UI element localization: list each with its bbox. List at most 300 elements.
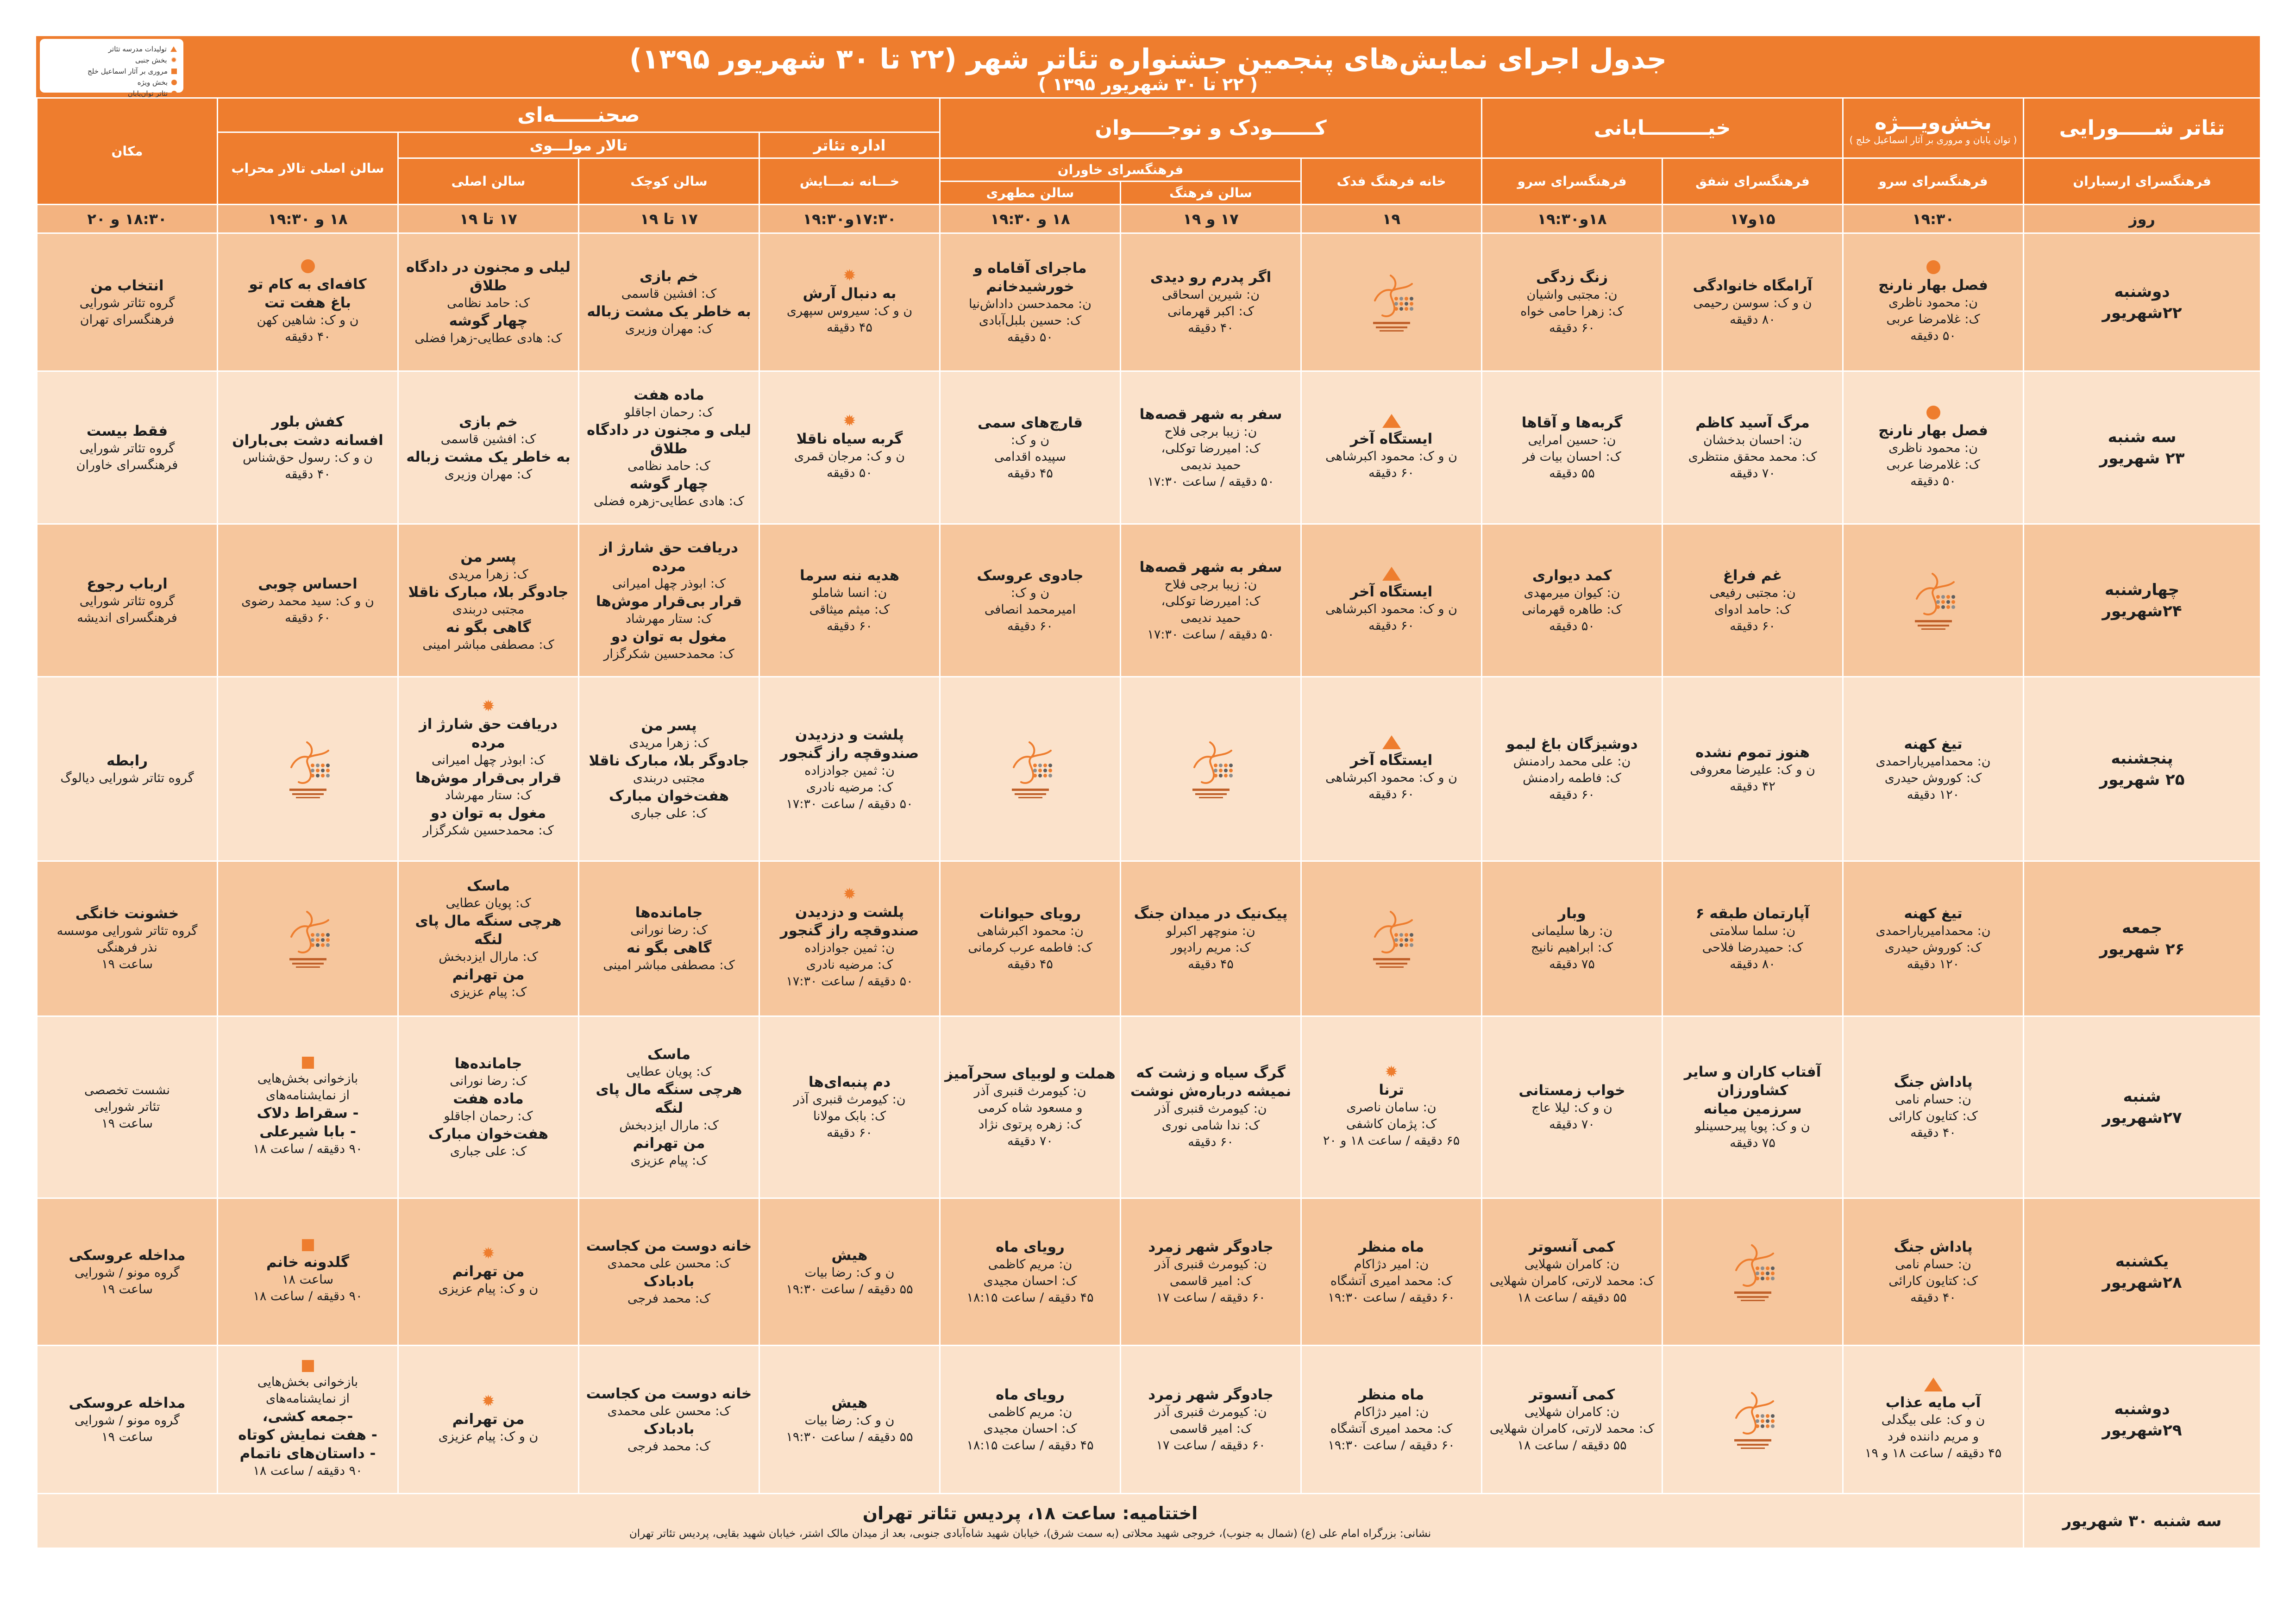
show-title: خانه دوست من کجاست [586,1385,752,1402]
show-detail: ۴۵ دقیقه / ساعت ۱۸:۱۵ [966,1438,1094,1453]
show-title: - هفت نمایش کوتاه [238,1426,377,1443]
show-detail: ک: زهرا مریدی [448,567,528,582]
show-detail: ن: کیومرث قنبری آذر [974,1084,1086,1098]
show-title: هرچی سنگه مال پای لنگه [596,1081,742,1116]
show-detail: ساعت ۱۸ [282,1272,334,1287]
show-title: تیغ کهنه [1904,905,1963,922]
show-detail: ۶۰ دقیقه [1730,619,1775,633]
show-detail: ن و ک: پیام عزیزی [438,1429,539,1444]
day-label: سه شنبه [2108,427,2177,446]
performance-cell [37,233,218,371]
show-detail: ۶۰ دقیقه [1188,1135,1234,1149]
show-title: بادبادک [643,1420,695,1437]
performance-cell [1121,677,1301,861]
table-row [37,524,2261,677]
show-detail: ۶۰ دقیقه / ساعت ۱۷ [1156,1290,1266,1305]
show-detail: ن: محمود ناظری [1888,295,1978,310]
show-detail: گروه تئاتر شورایی [79,441,175,456]
section-header-row [37,98,2261,132]
show-detail: ن: کیوان میرمهدی [1524,585,1620,600]
footer-row [37,1494,2261,1548]
show-detail: ۷۰ دقیقه [1549,1117,1595,1132]
show-detail: ۵۰ دقیقه [1910,328,1956,343]
show-detail: ۶۰ دقیقه [285,610,331,625]
show-detail: ن: محمدامیریاراحمدی [1876,754,1991,769]
legend-label: تئاتر توان‌یابان [127,89,168,98]
show-detail: ک: مارال ایزدبخش [619,1118,719,1133]
square-icon [171,69,177,74]
show-title: کمی آنسوتر [1529,1238,1615,1255]
show-detail: ۶۰ دقیقه / ساعت ۱۹:۳۰ [1328,1438,1455,1453]
show-title: رابطه [106,752,148,769]
show-title: به دنبال آرش [803,285,897,302]
schedule-poster [36,36,2260,1585]
performance-cell [1301,861,1482,1016]
day-label: دوشنبه [2114,282,2170,301]
star-icon: ✹ [482,1244,495,1263]
show-detail: ک: فاطمه رادمنش [1523,771,1621,785]
show-title: جامانده‌ها [635,904,703,921]
show-detail: ساعت ۱۹ [101,957,153,971]
performance-cell [398,861,579,1016]
show-detail: حمید ندیمی [1180,457,1241,472]
venue-sarv-special: فرهنگسرای سرو [1843,158,2024,205]
show-detail: ک: ابوذر چهل امیرانی [431,752,546,767]
table-row [37,233,2261,371]
show-detail: فرهنگسرای تهران [80,312,175,327]
time-cell: ۱۷:۳۰و۱۹:۳۰ [759,205,940,233]
section-special-note: ( توان یابان و مروری بر آثار اسماعیل خلج ) [1849,134,2017,145]
show-detail: ک: رحمان اجاقلو [624,405,714,420]
show-title: کمی آنسوتر [1529,1386,1615,1403]
show-title: من تهرانم [452,1263,525,1280]
show-detail: ن و ک: سوسن رحیمی [1693,295,1812,310]
show-detail: بازخوانی بخش‌هایی [257,1072,358,1086]
show-detail: ک: کتایون کارائی [1888,1109,1978,1123]
performance-cell [1662,371,1843,524]
show-title: سرزمین میانه [1703,1101,1802,1117]
show-detail: فرهنگسرای خاوران [76,457,178,472]
performance-cell [1482,1198,1662,1346]
show-detail: ک: میثم میثاقی [809,602,890,617]
show-title: وبار [1558,905,1586,922]
performance-cell [940,1016,1121,1198]
show-title: ایستگاه آخر [1350,583,1433,600]
show-title: سفر به شهر قصه‌ها [1139,406,1282,423]
star-icon: ✹ [843,266,856,285]
show-detail: گروه تئاتر شورایی [79,295,175,310]
performance-cell [1843,371,2024,524]
show-detail: ن: محمدامیریاراحمدی [1876,924,1991,938]
performance-cell [759,861,940,1016]
show-title: صندوقچه راز گنجور [780,745,919,762]
performance-cell [759,1198,940,1346]
show-detail: ن: ثمین جوادزاده [804,763,895,778]
show-title: کفش بلور [271,413,344,430]
show-detail: ۴۵ دقیقه / ساعت ۱۸ و ۱۹ [1864,1446,2002,1460]
show-title: هفت‌خوان مبارک [609,787,729,804]
performance-cell [1843,524,2024,677]
performance-cell [579,524,759,677]
triangle-icon [1382,567,1401,581]
show-title: پلشت و دزدیدن [795,726,904,743]
performance-cell [1843,677,2024,861]
day-cell [2024,1198,2261,1346]
show-title: هنوز تموم نشده [1695,744,1810,761]
performance-cell [398,1016,579,1198]
show-title: لیلی و مجنون در دادگاه طلاق [406,258,571,294]
show-title: - بابا شیرعلی [259,1123,356,1140]
show-detail: ۵۰ دقیقه / ساعت ۱۷:۳۰ [786,974,913,989]
day-label: ۲۳ شهریور [2099,449,2185,468]
show-title: پیک‌نیک در میدان جنگ [1134,905,1288,922]
show-detail: ک: محمد فرجی [627,1439,711,1454]
performance-cell [1121,1198,1301,1346]
show-detail: ن و ک: سید محمد رضوی [241,594,374,608]
legend-label: تولیدات مدرسه تئاتر [108,45,167,53]
show-detail: ک: ندا شامی نوری [1161,1118,1260,1133]
show-title: قرار بی‌قرار موش‌ها [596,593,742,610]
show-detail: ۵۵ دقیقه / ساعت ۱۸ [1517,1438,1627,1453]
performance-cell [1121,1346,1301,1494]
performance-cell [1662,861,1843,1016]
show-title: پلشت و دزدیدن [795,904,904,921]
performance-cell [940,1346,1121,1494]
show-detail: امیرمحمد انصافی [984,602,1076,617]
show-title: بادبادک [643,1272,695,1290]
show-detail: ن و ک: رسول حق‌شناس [243,450,373,465]
show-detail: ۶۰ دقیقه [1549,787,1595,802]
show-detail: گروه مونو / شورایی [75,1413,180,1428]
venue-main: سالن اصلی [398,158,579,205]
show-detail: ۶۰ دقیقه [827,1126,872,1140]
show-detail: ساعت ۱۹ [101,1429,153,1444]
show-detail: ۴۲ دقیقه [1730,779,1775,794]
show-detail: ن: کامران شهلایی [1524,1257,1620,1272]
show-detail: فرهنگسرای اندیشه [77,610,177,625]
performance-cell [759,371,940,524]
show-detail: ک: پژمان کاشفی [1346,1117,1437,1131]
show-title: احساس چوبی [258,575,358,592]
label-day: روز [2024,205,2261,233]
time-cell: ۱۹ [1301,205,1482,233]
show-title: رویای حیوانات [979,905,1081,922]
star-icon: ✹ [843,411,856,430]
show-detail: ک: محمد لارتی، کامران شهلایی [1489,1273,1655,1288]
show-detail: ن: مجتبی واشیان [1526,287,1618,302]
show-title: جادوگر بلا، مبارک ناقلا [408,583,569,601]
show-detail: ک: مرضیه نادری [806,958,893,972]
day-label: ۲۷شهریور [2102,1109,2182,1127]
show-detail: ک: اکبر قهرمانی [1167,304,1254,319]
show-detail: ۷۰ دقیقه [1730,466,1775,481]
show-title: هرچی سنگه مال پای لنگه [415,913,562,948]
show-detail: ک: مریم رادپور [1171,940,1251,955]
performance-cell [1121,524,1301,677]
show-title: دریافت حق شارژ از مرده [599,539,739,575]
show-detail: ۵۰ دقیقه [827,465,872,480]
show-detail: ن: سامان ناصری [1346,1100,1437,1115]
show-detail: ن: مجتبی رفیعی [1709,585,1796,600]
show-detail: ن و ک: شاهین کهن [257,313,359,327]
show-detail: ک: مرضیه نادری [806,780,893,795]
show-title: ایستگاه آخر [1350,430,1433,447]
show-detail: ن: رها سلیمانی [1531,924,1613,938]
show-detail: ک: کوروش حیدری [1884,940,1982,955]
show-detail: ۶۰ دقیقه [1368,465,1414,480]
show-detail: ۴۵ دقیقه [1007,466,1053,481]
show-title: ماه منظر [1358,1386,1424,1403]
day-label: ۲۲شهریور [2102,303,2182,322]
show-detail: ۶۰ دقیقه [1368,618,1414,633]
subsection-edare: اداره تئاتر [759,132,940,158]
show-detail: ک: حمیدرضا فلاحی [1702,940,1803,955]
performance-cell [218,1346,398,1494]
performance-cell [398,677,579,861]
show-title: خانه دوست من کجاست [586,1237,752,1254]
show-detail: ۸۰ دقیقه [1730,957,1775,971]
performance-cell [218,677,398,861]
show-title: ماسک [647,1046,691,1063]
show-detail: ن و ک: پیام عزیزی [438,1281,539,1296]
performance-cell [1121,371,1301,524]
show-detail: ۴۰ دقیقه [285,329,331,344]
show-detail: ن و ک: رضا بیات [804,1265,895,1280]
show-detail: حمید ندیمی [1180,610,1241,625]
show-title: ماجرای آقاماه و خورشیدخانم [973,259,1087,295]
show-detail: ک: احسان مجیدی [983,1273,1077,1288]
performance-cell [218,1198,398,1346]
performance-cell [37,1346,218,1494]
show-detail: ساعت ۱۹ [101,1116,153,1131]
show-title: قارچ‌های سمی [977,414,1083,431]
show-detail: ن و ک: لیلا عاج [1531,1101,1612,1115]
footer-info [37,1494,2024,1548]
show-detail: ن و ک: مرجان قمری [794,449,905,464]
show-detail: ک: ستار مهرشاد [625,611,713,626]
performance-cell [1121,1016,1301,1198]
show-title: به خاطر یک مشت زباله [406,448,571,465]
time-cell: ۱۸ و ۱۹:۳۰ [218,205,398,233]
performance-cell [579,1016,759,1198]
show-title: آپارتمان طبقه ۶ [1695,905,1810,922]
show-title: دوشیزگان باغ لیمو [1506,735,1638,752]
show-title: -جمعه کشی، [262,1408,353,1425]
show-detail: ک: حامد ادوای [1714,602,1791,617]
time-cell: ۱۹:۳۰ [1843,205,2024,233]
show-title: ترنا [1379,1082,1404,1098]
show-detail: نشست تخصصی [84,1083,170,1097]
show-detail: ک: مصطفی مباشر امینی [422,637,554,652]
festival-logo-icon [1183,737,1239,802]
show-detail: ک: ابوذر چهل امیرانی [612,576,726,591]
performance-cell [37,677,218,861]
show-detail: ن: محمود ناظری [1888,440,1978,455]
square-icon [302,1057,314,1069]
festival-logo-icon [1003,737,1058,802]
show-detail: ک: محمدحسین شکرگزار [423,823,554,838]
show-detail: ن و ک: [1010,432,1050,447]
star-icon: ✹ [843,885,856,903]
show-detail: سپیده اقدامی [994,449,1066,464]
show-title: سفر به شهر قصه‌ها [1139,558,1282,576]
performance-cell [1482,1346,1662,1494]
time-cell: ۱۸:۳۰ و ۲۰ [37,205,218,233]
show-title: افسانه دشت بی‌باران [232,432,383,449]
show-detail: ک: ابراهیم نانیج [1531,940,1613,955]
show-detail: ک: علی جباری [450,1144,527,1159]
section-stage: صحنــــــه‌ای [218,98,940,132]
subsection-molavi: تالار مولـــوی [398,132,759,158]
time-cell: ۱۷ تا ۱۹ [398,205,579,233]
square-icon [302,1239,314,1251]
performance-cell [579,677,759,861]
show-detail: ن: محمود اکبرشاهی [977,924,1084,938]
show-title: پاداش جنگ [1894,1074,1973,1090]
show-title: مغول به توان دو [430,804,546,821]
performance-cell [1662,1016,1843,1198]
show-detail: ۵۵ دقیقه / ساعت ۱۸ [1517,1290,1627,1305]
show-detail: از نمایشنامه‌های [266,1088,350,1103]
show-detail: و مسعود شاه کرمی [978,1101,1083,1115]
performance-cell [1482,1016,1662,1198]
show-title: پاداش جنگ [1894,1238,1973,1255]
show-title: چهار گوشه [629,475,709,492]
show-detail: ن: ثمین جوادزاده [804,941,895,955]
table-row [37,1016,2261,1198]
show-title: جامانده‌ها [454,1055,522,1072]
performance-cell [1301,1016,1482,1198]
legend-item [46,66,177,77]
show-detail: ک: حسین بلبل‌آبادی [979,313,1082,328]
festival-logo-icon [1364,906,1419,971]
circle-icon [1926,406,1940,420]
show-title: گربه سیاه ناقلا [796,430,903,447]
day-label: شنبه [2123,1087,2161,1106]
performance-cell [940,233,1121,371]
show-title: زنگ زدگی [1536,269,1608,286]
performance-cell [37,524,218,677]
show-title: دریافت حق شارژ از مرده [419,715,558,751]
show-detail: ن: منوچهر اکبرلو [1166,924,1255,938]
show-detail: ک: محمدحسین شکرگزار [603,646,734,661]
show-title: - سقراط دلاک [257,1105,359,1122]
performance-cell [218,371,398,524]
performance-cell [1301,677,1482,861]
performance-cell [218,524,398,677]
show-title: مرگ آسید کاظم [1695,414,1810,431]
show-title: هملت و لوبیای سحرآمیز [945,1065,1116,1082]
performance-cell [1482,233,1662,371]
show-detail: ن: کامران شهلایی [1524,1404,1620,1419]
poster-header [36,36,2260,97]
show-detail: ساعت ۱۹ [101,1282,153,1297]
show-detail: ک: امیررضا توکلی، [1161,594,1261,608]
show-detail: ن: کیومرث قنبری آذر [793,1092,906,1107]
venue-motahari: سالن مطهری [940,182,1121,205]
legend-label: بخش ویژه [137,78,168,87]
show-title: ماده هفت [634,386,704,403]
show-title: رویای ماه [996,1386,1065,1403]
show-detail: ک: حامد نظامی [447,295,530,310]
show-title: گرگ سیاه و زشت که [1136,1065,1286,1081]
show-detail: ۱۲۰ دقیقه [1907,787,1960,802]
show-title: مداخله عروسکی [69,1394,186,1411]
performance-cell [1301,233,1482,371]
show-detail: ن: زیبا برجی فلاح [1164,577,1257,592]
venue-namayesh: خـــانه نمـــایش [759,158,940,205]
show-detail: ک: محمد امیری آتشگاه [1330,1421,1453,1436]
show-detail: ن: حسین امرایی [1528,432,1616,447]
show-detail: ن: محمدحسن داداش‌نیا [969,296,1092,311]
day-label: چهارشنبه [2104,580,2180,599]
show-title: جادوگر شهر زمرد [1148,1386,1273,1403]
triangle-icon [1924,1378,1943,1391]
dot-icon [171,91,177,96]
show-detail: ک: کوروش حیدری [1884,771,1982,785]
time-cell: ۱۵و۱۷ [1662,205,1843,233]
show-title: هفت‌خوان مبارک [428,1126,549,1142]
show-title: باغ هفت تت [264,294,351,311]
show-title: ایستگاه آخر [1350,752,1433,769]
performance-cell [579,371,759,524]
show-detail: ن و ک: محمود اکبرشاهی [1325,602,1457,616]
show-detail: ک: رضا نورانی [630,923,708,937]
performance-cell [1843,1198,2024,1346]
show-detail: ۵۰ دقیقه [1007,330,1053,345]
performance-cell [37,861,218,1016]
show-detail: گروه تئاتر شورایی [79,594,175,608]
show-detail: و مریم داننده فرد [1888,1429,1979,1444]
performance-cell [1662,524,1843,677]
show-detail: ۵۰ دقیقه / ساعت ۱۷:۳۰ [1147,627,1274,642]
performance-cell [579,233,759,371]
show-title: اگر پدرم رو دیدی [1150,269,1272,286]
legend-label: بخش جنبی [135,56,167,64]
show-title: من تهرانم [452,966,525,983]
performance-cell [759,233,940,371]
show-detail: ک: مصطفی مباشر امینی [603,958,735,972]
show-detail: ک: مهران وزیری [444,467,533,482]
show-title: گاهی بگو نه [626,940,712,956]
day-cell [2024,1346,2261,1494]
circle-icon [1926,260,1940,274]
show-detail: ن و ک: سیروس سپهری [786,303,913,318]
day-cell [2024,677,2261,861]
legend [40,39,183,98]
performance-cell [1662,1346,1843,1494]
show-title: هدیه ننه سرما [799,567,900,584]
venue-shafagh: فرهنگسرای شفق [1662,158,1843,205]
show-detail: ۱۲۰ دقیقه [1907,957,1960,971]
show-detail: ک: پیام عزیزی [630,1153,708,1168]
show-detail: ک: احسان مجیدی [983,1421,1077,1436]
show-detail: ک: پیام عزیزی [450,985,527,999]
table-row [37,861,2261,1016]
performance-cell [1301,524,1482,677]
show-detail: ک: محمد لارتی، کامران شهلایی [1489,1421,1655,1436]
show-detail: ک: ستار مهرشاد [445,788,532,802]
show-title: صندوقچه راز گنجور [780,922,919,939]
day-cell [2024,861,2261,1016]
show-detail: ن: مریم کاظمی [988,1257,1073,1272]
day-cell [2024,371,2261,524]
show-detail: ن: امیر دژاکام [1354,1257,1429,1272]
performance-cell [37,1016,218,1198]
show-detail: ک: رحمان اجاقلو [444,1109,533,1123]
star-icon: ✹ [482,1391,495,1410]
show-detail: نذر فرهنگی [97,940,157,955]
